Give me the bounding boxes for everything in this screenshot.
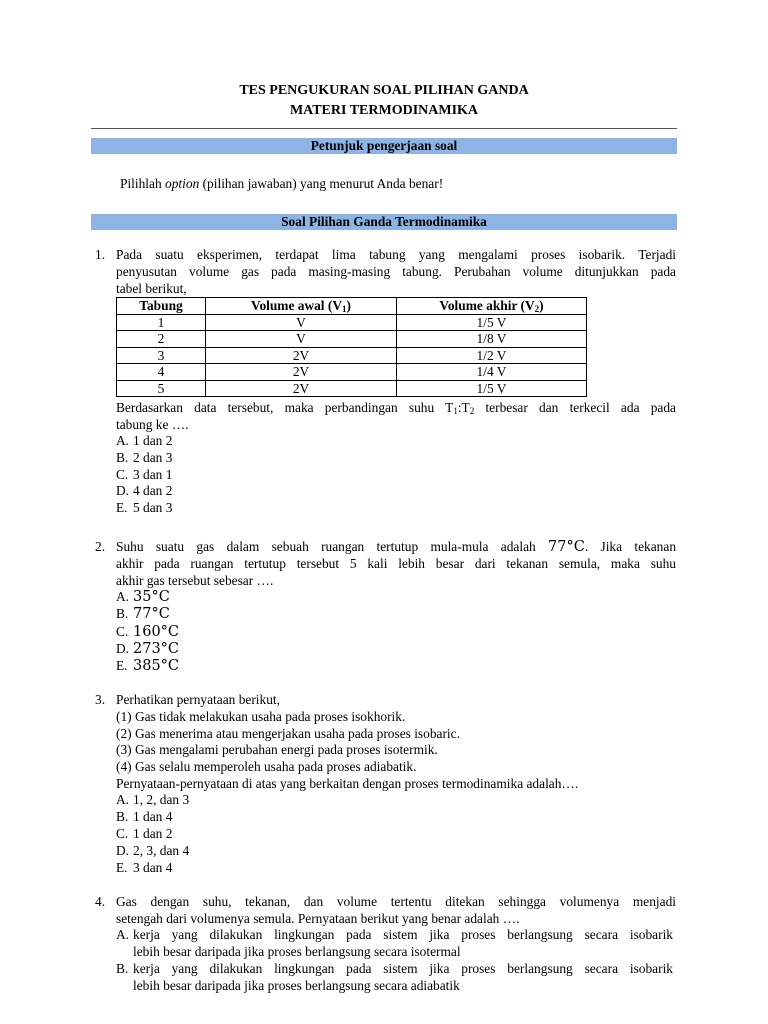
answer-option-a[interactable]: A. 1, 2, dan 3: [116, 792, 190, 807]
table-cell: 2: [117, 331, 206, 348]
question-text: Perhatikan pernyataan berikut,: [116, 692, 280, 707]
question-text: akhir gas tersebut sebesar ….: [116, 573, 274, 588]
table-row: [117, 331, 587, 348]
table-cell: 2V: [206, 380, 397, 397]
answer-option-e[interactable]: E. 5 dan 3: [116, 500, 173, 515]
option-label: A.: [116, 927, 130, 942]
question-number: 1.: [95, 247, 106, 262]
answer-option-b[interactable]: B. 2 dan 3: [116, 450, 173, 465]
answer-option-b[interactable]: B. 1 dan 4: [116, 809, 173, 824]
table-cell: V: [206, 314, 397, 331]
table-cell: 4: [117, 364, 206, 381]
option-text: lebih besar daripada jika proses berlangsung secara adiabatik: [133, 978, 460, 993]
table-header-row: [117, 298, 587, 315]
answer-option-e[interactable]: E. 385°C: [116, 658, 180, 674]
header-rule: [91, 128, 677, 129]
question-text: Suhu suatu gas dalam sebuah ruangan tertutup mula-mula adalah 77°C. Jika tekanan: [116, 539, 677, 555]
table-row: [117, 380, 587, 397]
question-text: setengah dari volumenya semula. Pernyataan berikut yang benar adalah ….: [116, 911, 520, 926]
answer-option-c[interactable]: C. 3 dan 1: [116, 467, 173, 482]
option-label: B.: [116, 961, 129, 976]
statement-item: (2) Gas menerima atau mengerjakan usaha pada proses isobaric.: [116, 726, 460, 741]
answer-option-d[interactable]: D. 4 dan 2: [116, 483, 173, 498]
table-cell: 2V: [206, 347, 397, 364]
document-title: TES PENGUKURAN SOAL PILIHAN GANDA: [239, 83, 529, 98]
table-cell: 1/5 V: [397, 380, 587, 397]
question-text: Gas dengan suhu, tekanan, dan volume tertentu ditekan sehingga volumenya menjadi: [116, 894, 676, 909]
question-number: 4.: [95, 894, 106, 909]
document-subtitle: MATERI TERMODINAMIKA: [289, 103, 479, 118]
statement-item: (4) Gas selalu memperoleh usaha pada proses adiabatik.: [116, 759, 417, 774]
option-text: kerja yang dilakukan lingkungan pada sistem jika proses berlangsung secara isobarik: [133, 927, 673, 942]
answer-option-d[interactable]: D. 2, 3, dan 4: [116, 843, 190, 858]
option-text: kerja yang dilakukan lingkungan pada sistem jika proses berlangsung secara isobarik: [133, 961, 673, 976]
question-text: akhir pada ruangan tertutup tersebut 5 kali lebih besar dari tekanan semula, maka suhu: [116, 556, 676, 571]
table-row: [117, 347, 587, 364]
question-text: Pernyataan-pernyataan di atas yang berkaitan dengan proses termodinamika adalah….: [116, 776, 579, 791]
table-cell: 1/5 V: [397, 314, 587, 331]
answer-option-a[interactable]: A. 35°C: [116, 589, 170, 605]
question-text: Berdasarkan data tersebut, maka perbandingan suhu $T_1:T_2$ terbesar dan terkecil ada pada: [116, 400, 676, 416]
table-cell: V: [206, 331, 397, 348]
table-header: Volume akhir $(V_2)$: [397, 298, 587, 315]
question-text: tabung ke ….: [116, 417, 189, 432]
table-row: [117, 314, 587, 331]
table-cell: 2V: [206, 364, 397, 381]
answer-option-c[interactable]: C. 160°C: [116, 624, 180, 640]
answer-option-e[interactable]: E. 3 dan 4: [116, 860, 173, 875]
question-text: Pada suatu eksperimen, terdapat lima tabung yang mengalami proses isobarik. Terjadi: [116, 247, 676, 262]
table-row: [117, 364, 587, 381]
answer-option-d[interactable]: D. 273°C: [116, 641, 180, 657]
statement-item: (1) Gas tidak melakukan usaha pada proses isokhorik.: [116, 709, 406, 724]
table-cell: 1/4 V: [397, 364, 587, 381]
answer-option-b[interactable]: B. 77°C: [116, 606, 170, 622]
question-number: 3.: [95, 692, 106, 707]
question-number: 2.: [95, 539, 106, 554]
table-header: Tabung: [117, 298, 206, 315]
table-cell: 1/2 V: [397, 347, 587, 364]
question-text: tabel berikut,: [116, 281, 187, 296]
answer-option-c[interactable]: C. 1 dan 2: [116, 826, 173, 841]
volume-table: [116, 297, 587, 397]
table-cell: 1/8 V: [397, 331, 587, 348]
table-cell: 3: [117, 347, 206, 364]
table-header: Volume awal $(V_1)$: [206, 298, 397, 315]
section-heading: Soal Pilihan Ganda Termodinamika: [91, 214, 677, 230]
statement-item: (3) Gas mengalami perubahan energi pada proses isotermik.: [116, 742, 438, 757]
question-text: penyusutan volume gas pada masing-masing tabung. Perubahan volume ditunjukkan pada: [116, 264, 676, 279]
option-text: lebih besar daripada jika proses berlangsung secara isotermal: [133, 944, 461, 959]
instructions-heading: Petunjuk pengerjaan soal: [91, 138, 677, 154]
answer-option-a[interactable]: A. 1 dan 2: [116, 433, 173, 448]
table-cell: 5: [117, 380, 206, 397]
table-cell: 1: [117, 314, 206, 331]
instructions-text: Pilihlah option (pilihan jawaban) yang menurut Anda benar!: [120, 176, 444, 191]
